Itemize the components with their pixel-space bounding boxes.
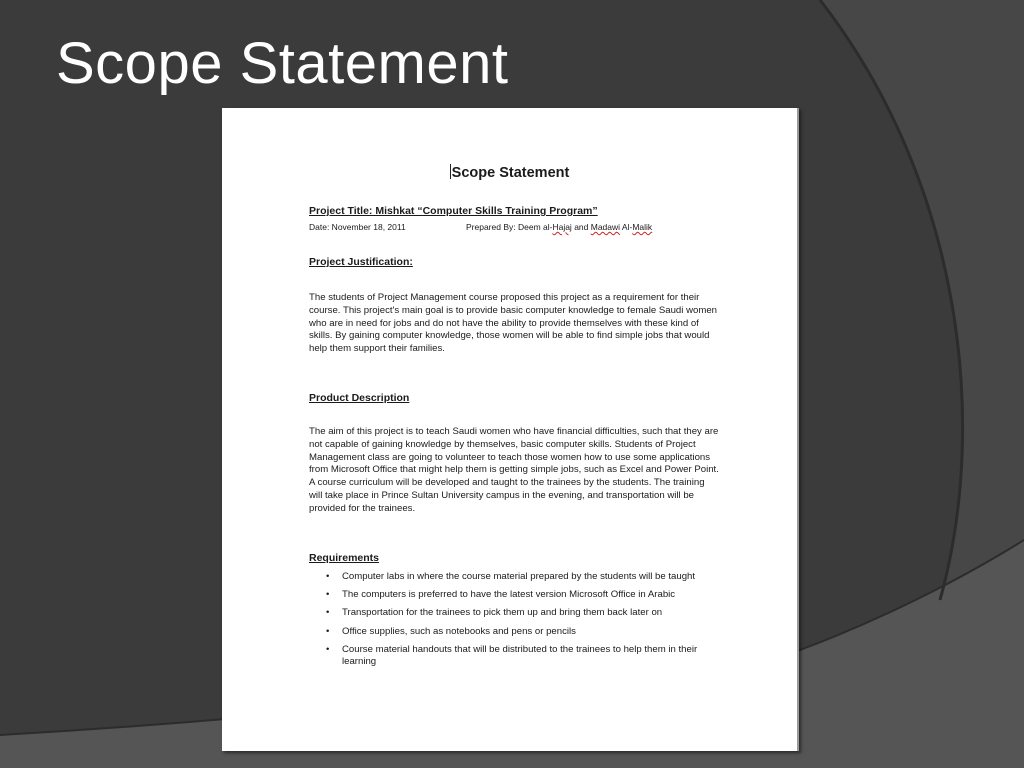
- requirement-item: [326, 607, 716, 619]
- document-image: [222, 108, 799, 751]
- requirement-text: Course material handouts that will be distributed to the trainees to help them in their learning: [342, 643, 698, 668]
- justification-heading: Project Justification:: [309, 256, 413, 268]
- product-description-text: The aim of this project is to teach Saudi women who have financial difficulties, such that they are not capable of gaining knowledge by themselves, basic computer skills. Students of Project Management class are going to volunteer to teach those women how to use some applications from Microsoft Office that might help them is getting simple jobs, such as Excel and Power Point. A course curriculum will be developed and taught to the trainees by the students. The training will take place in Prince Sultan University campus in the evening, and transportation will be provided for the trainees.: [309, 426, 719, 514]
- prepared-by-name1: Hajaj: [552, 222, 572, 232]
- requirement-text: Office supplies, such as notebooks and pens or pencils: [342, 625, 576, 637]
- requirements-list: [326, 571, 716, 674]
- requirements-heading: Requirements: [309, 552, 380, 564]
- bullet: •: [326, 643, 330, 655]
- bullet: •: [326, 625, 330, 637]
- requirement-text: The computers is preferred to have the latest version Microsoft Office in Arabic: [342, 589, 676, 601]
- requirement-item: [326, 589, 716, 601]
- requirement-item: [326, 626, 716, 638]
- prepared-by-name3: Malik: [632, 222, 653, 232]
- prepared-by-name2: Madawi: [590, 222, 621, 232]
- document-heading-text: Scope Statement: [451, 165, 570, 181]
- prepared-by-name3-pre: Al-: [620, 222, 633, 232]
- requirement-item: [326, 571, 716, 583]
- justification-text: The students of Project Management course proposed this project as a requirement for their course. This project's main goal is to provide basic computer knowledge to female Saudi women who are in need for jobs and do not have the ability to provide themselves with these kind of skills. By gaining computer knowledge, those women will be able to find simple jobs that would help them support their families.: [309, 292, 717, 355]
- slide-title: Scope Statement: [56, 31, 509, 96]
- requirement-item: [326, 644, 716, 668]
- document-heading: [222, 164, 797, 181]
- project-title: Project Title: Mishkat “Computer Skills Training Program”: [309, 205, 598, 217]
- prepared-by-prefix: Prepared By: Deem al-: [466, 222, 553, 232]
- bullet: •: [326, 607, 330, 619]
- document-date: Date: November 18, 2011: [309, 222, 406, 232]
- requirement-text: Computer labs in where the course material prepared by the students will be taught: [342, 571, 696, 582]
- prepared-by: [466, 222, 652, 232]
- prepared-by-middle: and: [571, 222, 591, 232]
- requirement-text: Transportation for the trainees to pick them up and bring them back later on: [342, 607, 663, 619]
- bullet: •: [326, 571, 330, 582]
- text-cursor: [450, 164, 451, 179]
- product-description-heading: Product Description: [309, 392, 410, 404]
- bullet: •: [326, 589, 330, 601]
